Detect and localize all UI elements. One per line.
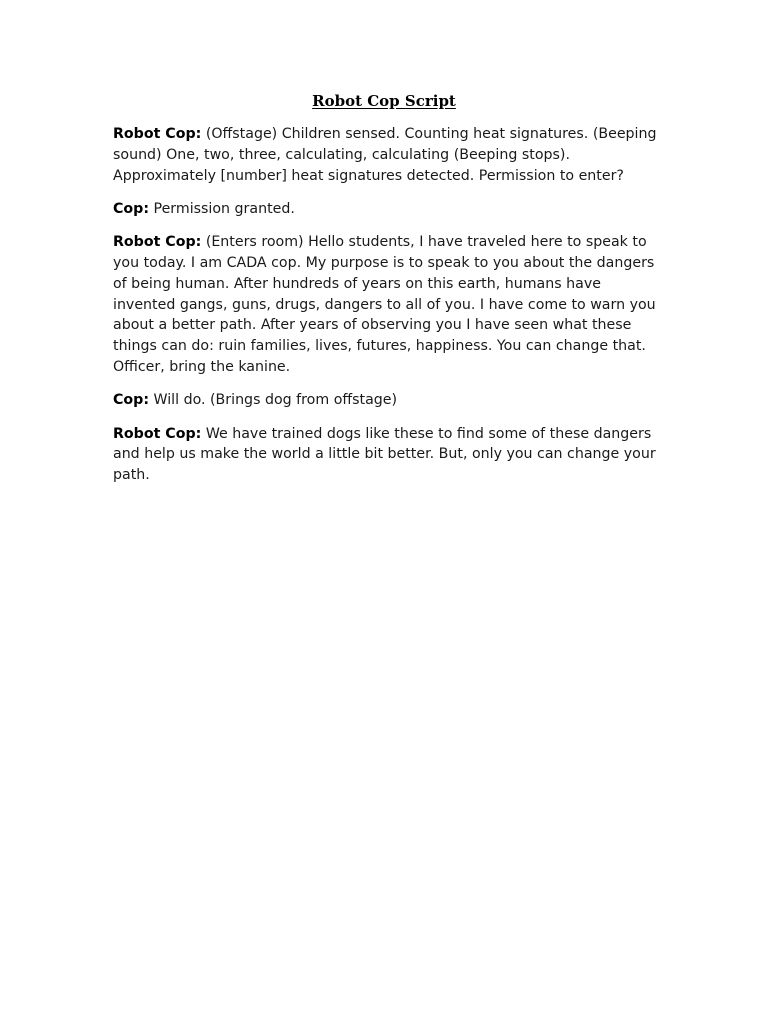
script-line [113, 124, 661, 186]
speaker-name: Robot Cop: [113, 126, 202, 142]
script-line [113, 232, 661, 378]
speaker-name: Cop: [113, 392, 149, 409]
script-line [113, 424, 661, 486]
dialogue-text: (Offstage) Children sensed. Counting heat signatures. (Beeping sound) One, two, three, calculating, calculating (Beeping stops). Approximately [number] heat signatures detected. Permission to enter? [113, 126, 657, 184]
dialogue-text: Will do. (Brings dog from offstage) [153, 392, 398, 409]
script-body [113, 124, 661, 498]
script-line [113, 390, 661, 411]
dialogue-text: (Enters room) Hello students, I have traveled here to speak to you today. I am CADA cop. My purpose is to speak to you about the dangers of being human. After hundreds of years on this earth, humans have invented gangs, guns, drugs, dangers to all of you. I have come to warn you about a better path. After years of observing you I have seen what these things can do: ruin families, lives, futures, happiness. You can change that. Officer, bring the kanine. [113, 234, 656, 375]
script-line [113, 199, 661, 220]
speaker-name: Cop: [113, 200, 149, 217]
dialogue-text: We have trained dogs like these to find some of these dangers and help us make the world a little bit better. But, only you can change your path. [113, 425, 656, 484]
speaker-name: Robot Cop: [113, 425, 202, 442]
speaker-name: Robot Cop: [113, 234, 202, 251]
page-title: Robot Cop Script [312, 92, 456, 110]
dialogue-text: Permission granted. [153, 200, 295, 217]
